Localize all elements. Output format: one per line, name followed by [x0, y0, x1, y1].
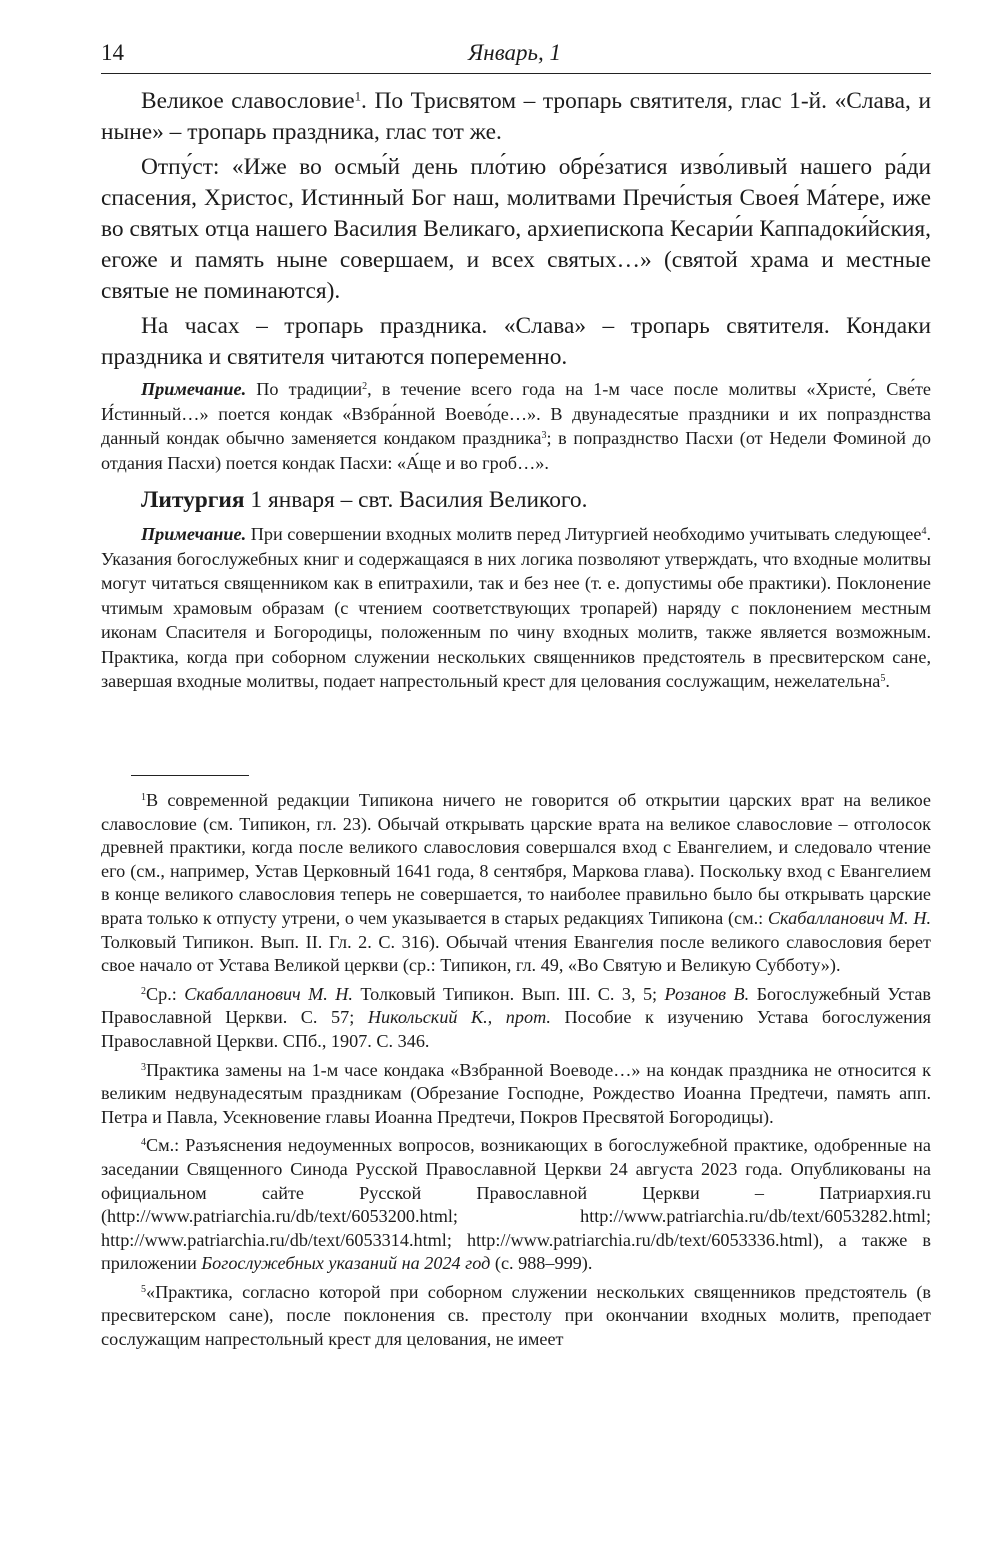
footnote-ref-3: 3	[541, 430, 547, 441]
paragraph-hours: На часах – тропарь праздника. «Слава» – тропарь святителя. Кондаки праздника и святителя читаются попеременно.	[101, 313, 931, 370]
note-kontakion: Примечание. По традиции$^2$, в течение всего года на 1-м часе после молитвы «Христе́, Све́те И́стинный…» поется кондак «Взбра́нной Воево́де…». В двунадесятые праздники и их попразднства данный кондак обычно заменяется кондаком праздника$^3$; в попразднство Пасхи (от Недели Фоминой до отдания Пасхи) поется кондак Пасхи: «А́ще и во гроб…».	[101, 379, 931, 473]
footnote-ref-5: 5	[880, 673, 886, 684]
footnote-rule	[131, 775, 249, 776]
header-rule	[101, 73, 931, 74]
footnote-ref-2: 2	[362, 381, 368, 392]
running-title: Январь, 1	[468, 40, 561, 65]
footnote-4: $^4$См.: Разъяснения недоуменных вопросов, возникающих в богослужебной практике, одобренные на заседании Священного Синода Русской Православной Церкви 24 августа 2023 года. Опубликованы на официальном сайте Русской Православной Церкви – Патриархия.ru (http://www.patriarchia.ru/db/text/6053200.html; http://www.patriarchia.ru/db/text/6053282.html; http://www.patriarchia.ru/db/text/6053314.html; http://www.patriarchia.ru/db/text/6053336.html), а также в приложении Богослужебных указаний на 2024 год (с. 988–999).	[101, 1135, 931, 1274]
footnote-3: $^3$Практика замены на 1-м часе кондака «Взбранной Воеводе…» на кондак праздника не относится к великим недвунадесятым праздникам (Обрезание Господне, Рождество Иоанна Предтечи, память апп. Петра и Павла, Усекновение главы Иоанна Предтечи, Покров Пресвятой Богородицы).	[101, 1059, 931, 1127]
footnote-ref-4: 4	[921, 526, 927, 537]
note-entrance-prayers: Примечание. При совершении входных молитв перед Литургией необходимо учитывать следующее$^4$. Указания богослужебных книг и содержащаяся в них логика позволяют утверждать, что входные молитвы могут читаться священником как в епитрахили, так и без нее (т. е. допустимы обе практики). Поклонение чтимым храмовым образам (с чтением соответствующих тропарей) наряду с поклонением местным иконам Спасителя и Богородицы, положенным по чину входных молитв, также является возможным. Практика, когда при соборном служении нескольких священников предстоятель в пресвитерском сане, завершая входные молитвы, подает напрестольный крест для целования сослужащим, нежелательна$^5$.	[101, 524, 931, 691]
page-number: 14	[101, 40, 124, 65]
note-label: Примечание.	[141, 379, 247, 399]
main-text	[101, 86, 931, 704]
footnote-2: $^2$Ср.: Скабалланович М. Н. Толковый Типикон. Вып. III. С. 3, 5; Розанов В. Богослужебный Устав Православной Церкви. С. 57; Никольский К., прот. Пособие к изучению Устава богослужения Православной Церкви. СПб., 1907. С. 346.	[101, 983, 932, 1051]
footnotes	[101, 789, 931, 1357]
paragraph-great-doxology: Великое славословие$^1$. По Трисвятом – тропарь святителя, глас 1-й. «Слава, и ныне» – тропарь праздника, глас тот же.	[101, 88, 931, 145]
footnote-1: $^1$В современной редакции Типикона ничего не говорится об открытии царских врат на великое славословие (см. Типикон, гл. 23). Обычай открывать царские врата на великое славословие – отголосок древней практики, когда после великого славословия совершался вход с Евангелием, и следовало чтение его (см., например, Устав Церковный 1641 года, 8 сентября, Маркова глава). Поскольку вход с Евангелием в конце великого славословия теперь не совершается, то наиболее правильно было бы открывать царские врата только к отпусту утрени, о чем указывается в старых редакциях Типикона (см.: Скабаллaнович М. Н. Толковый Типикон. Вып. II. Гл. 2. С. 316). Обычай чтения Евангелия после великого славословия берет свое начало от Устава Великой церкви (ср.: Типикон, гл. 49, «Во Святую и Великую Субботу»).	[101, 790, 932, 976]
note-label: Примечание.	[141, 524, 247, 544]
liturgy-heading: Литургия 1 января – свт. Василия Великого.	[141, 487, 588, 513]
paragraph-dismissal: Отпу́ст: «Иже во осмы́й день пло́тию обре́затися изво́ливый нашего ра́ди спасения, Христос, Истинный Бог наш, молитвами Пречи́стыя Своея́ Ма́тере, иже во святых отца нашего Василия Великаго, архиепископа Кесари́и Каппадоки́йския, егоже и память ныне совершаем, и всех святых…» (святой храма и местные святые не поминаются).	[101, 154, 931, 304]
footnote-5: $^5$«Практика, согласно которой при соборном служении нескольких священников предстоятель (в пресвитерском сане), после поклонения св. престолу при окончании входных молитв, преподает сослужащим напрестольный крест для целования, не имеет	[101, 1281, 931, 1350]
footnote-ref-1: 1	[354, 89, 362, 104]
